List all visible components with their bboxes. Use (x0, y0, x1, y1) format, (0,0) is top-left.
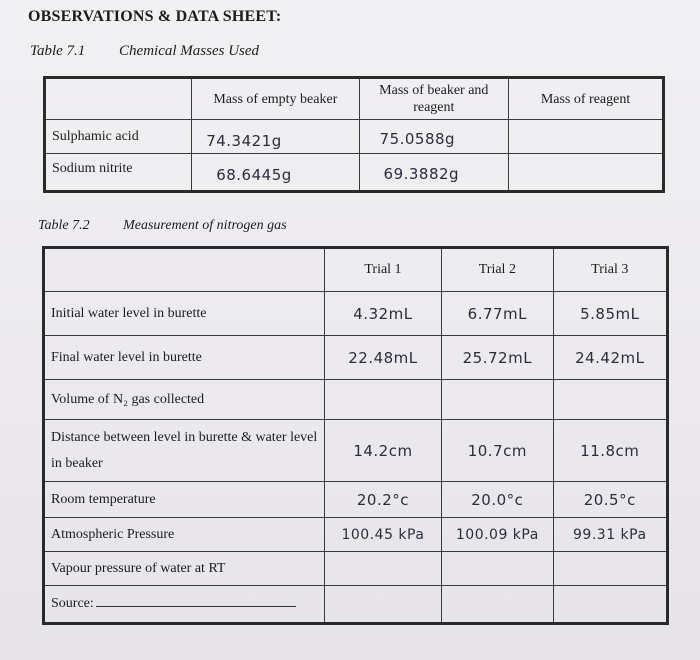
table-row (45, 120, 664, 154)
header-trial-3: Trial 3 (553, 248, 667, 292)
row-label-sodium-nitrite: Sodium nitrite (45, 154, 192, 192)
table2-caption-number: Table 7.2 (38, 218, 90, 233)
header-mass-beaker-reagent: Mass of beaker and reagent (359, 78, 509, 120)
table2-header-row (44, 248, 668, 292)
table2-caption (38, 218, 287, 234)
nitrite-empty-mass: 68.6445g (192, 154, 359, 192)
row-source (44, 586, 325, 624)
table-row (44, 552, 668, 586)
chemical-masses-table (43, 76, 665, 193)
row-label-source: Source: (51, 596, 94, 611)
initial-level-trial-3: 5.85mL (553, 292, 667, 336)
sulphamic-beaker-reagent-mass: 75.0588g (359, 120, 509, 154)
sulphamic-reagent-mass (509, 120, 664, 154)
table-row (44, 380, 668, 420)
room-temp-trial-1: 20.2°c (324, 482, 441, 518)
vapour-trial-2 (442, 552, 553, 586)
pressure-trial-3: 99.31 kPa (553, 518, 667, 552)
nitrite-reagent-mass (509, 154, 664, 192)
pressure-trial-2: 100.09 kPa (442, 518, 553, 552)
row-label-sulphamic-acid: Sulphamic acid (45, 120, 192, 154)
header-trial-2: Trial 2 (442, 248, 553, 292)
final-level-trial-2: 25.72mL (442, 336, 553, 380)
table2-caption-text: Measurement of nitrogen gas (123, 218, 287, 233)
distance-trial-2: 10.7cm (442, 420, 553, 482)
table-row (44, 518, 668, 552)
volume-n2-trial-2 (442, 380, 553, 420)
table-row (44, 336, 668, 380)
distance-trial-3: 11.8cm (553, 420, 667, 482)
sheet-heading: OBSERVATIONS & DATA SHEET: (28, 8, 282, 25)
table1-caption (30, 43, 259, 60)
row-label-atmospheric-pressure: Atmospheric Pressure (44, 518, 325, 552)
room-temp-trial-3: 20.5°c (553, 482, 667, 518)
source-trial-1 (324, 586, 441, 624)
room-temp-trial-2: 20.0°c (442, 482, 553, 518)
volume-n2-trial-1 (324, 380, 441, 420)
table-row (44, 292, 668, 336)
initial-level-trial-1: 4.32mL (324, 292, 441, 336)
sulphamic-empty-mass: 74.3421g (192, 120, 359, 154)
final-level-trial-1: 22.48mL (324, 336, 441, 380)
pressure-trial-1: 100.45 kPa (324, 518, 441, 552)
distance-trial-1: 14.2cm (324, 420, 441, 482)
row-label-initial-level: Initial water level in burette (44, 292, 325, 336)
nitrogen-gas-table (42, 246, 669, 625)
table2-header-blank (44, 248, 325, 292)
initial-level-trial-2: 6.77mL (442, 292, 553, 336)
table1-caption-text: Chemical Masses Used (119, 43, 260, 59)
table-row (45, 154, 664, 192)
header-mass-empty-beaker: Mass of empty beaker (192, 78, 359, 120)
vapour-trial-1 (324, 552, 441, 586)
table-row (44, 482, 668, 518)
header-mass-reagent: Mass of reagent (509, 78, 664, 120)
table1-header-row (45, 78, 664, 120)
vapour-trial-3 (553, 552, 667, 586)
table1-caption-number: Table 7.1 (30, 43, 86, 59)
row-label-room-temperature: Room temperature (44, 482, 325, 518)
source-trial-3 (553, 586, 667, 624)
volume-n2-trial-3 (553, 380, 667, 420)
header-trial-1: Trial 1 (324, 248, 441, 292)
row-label-final-level: Final water level in burette (44, 336, 325, 380)
row-label-volume-n2: Volume of N₂ gas collected (44, 380, 325, 420)
source-blank-line (96, 594, 296, 607)
table-row (44, 420, 668, 482)
table1-header-blank (45, 78, 192, 120)
source-trial-2 (442, 586, 553, 624)
row-label-vapour-pressure: Vapour pressure of water at RT (44, 552, 325, 586)
table-row (44, 586, 668, 624)
nitrite-beaker-reagent-mass: 69.3882g (359, 154, 509, 192)
final-level-trial-3: 24.42mL (553, 336, 667, 380)
row-label-distance-levels: Distance between level in burette & water level in beaker (44, 420, 325, 482)
